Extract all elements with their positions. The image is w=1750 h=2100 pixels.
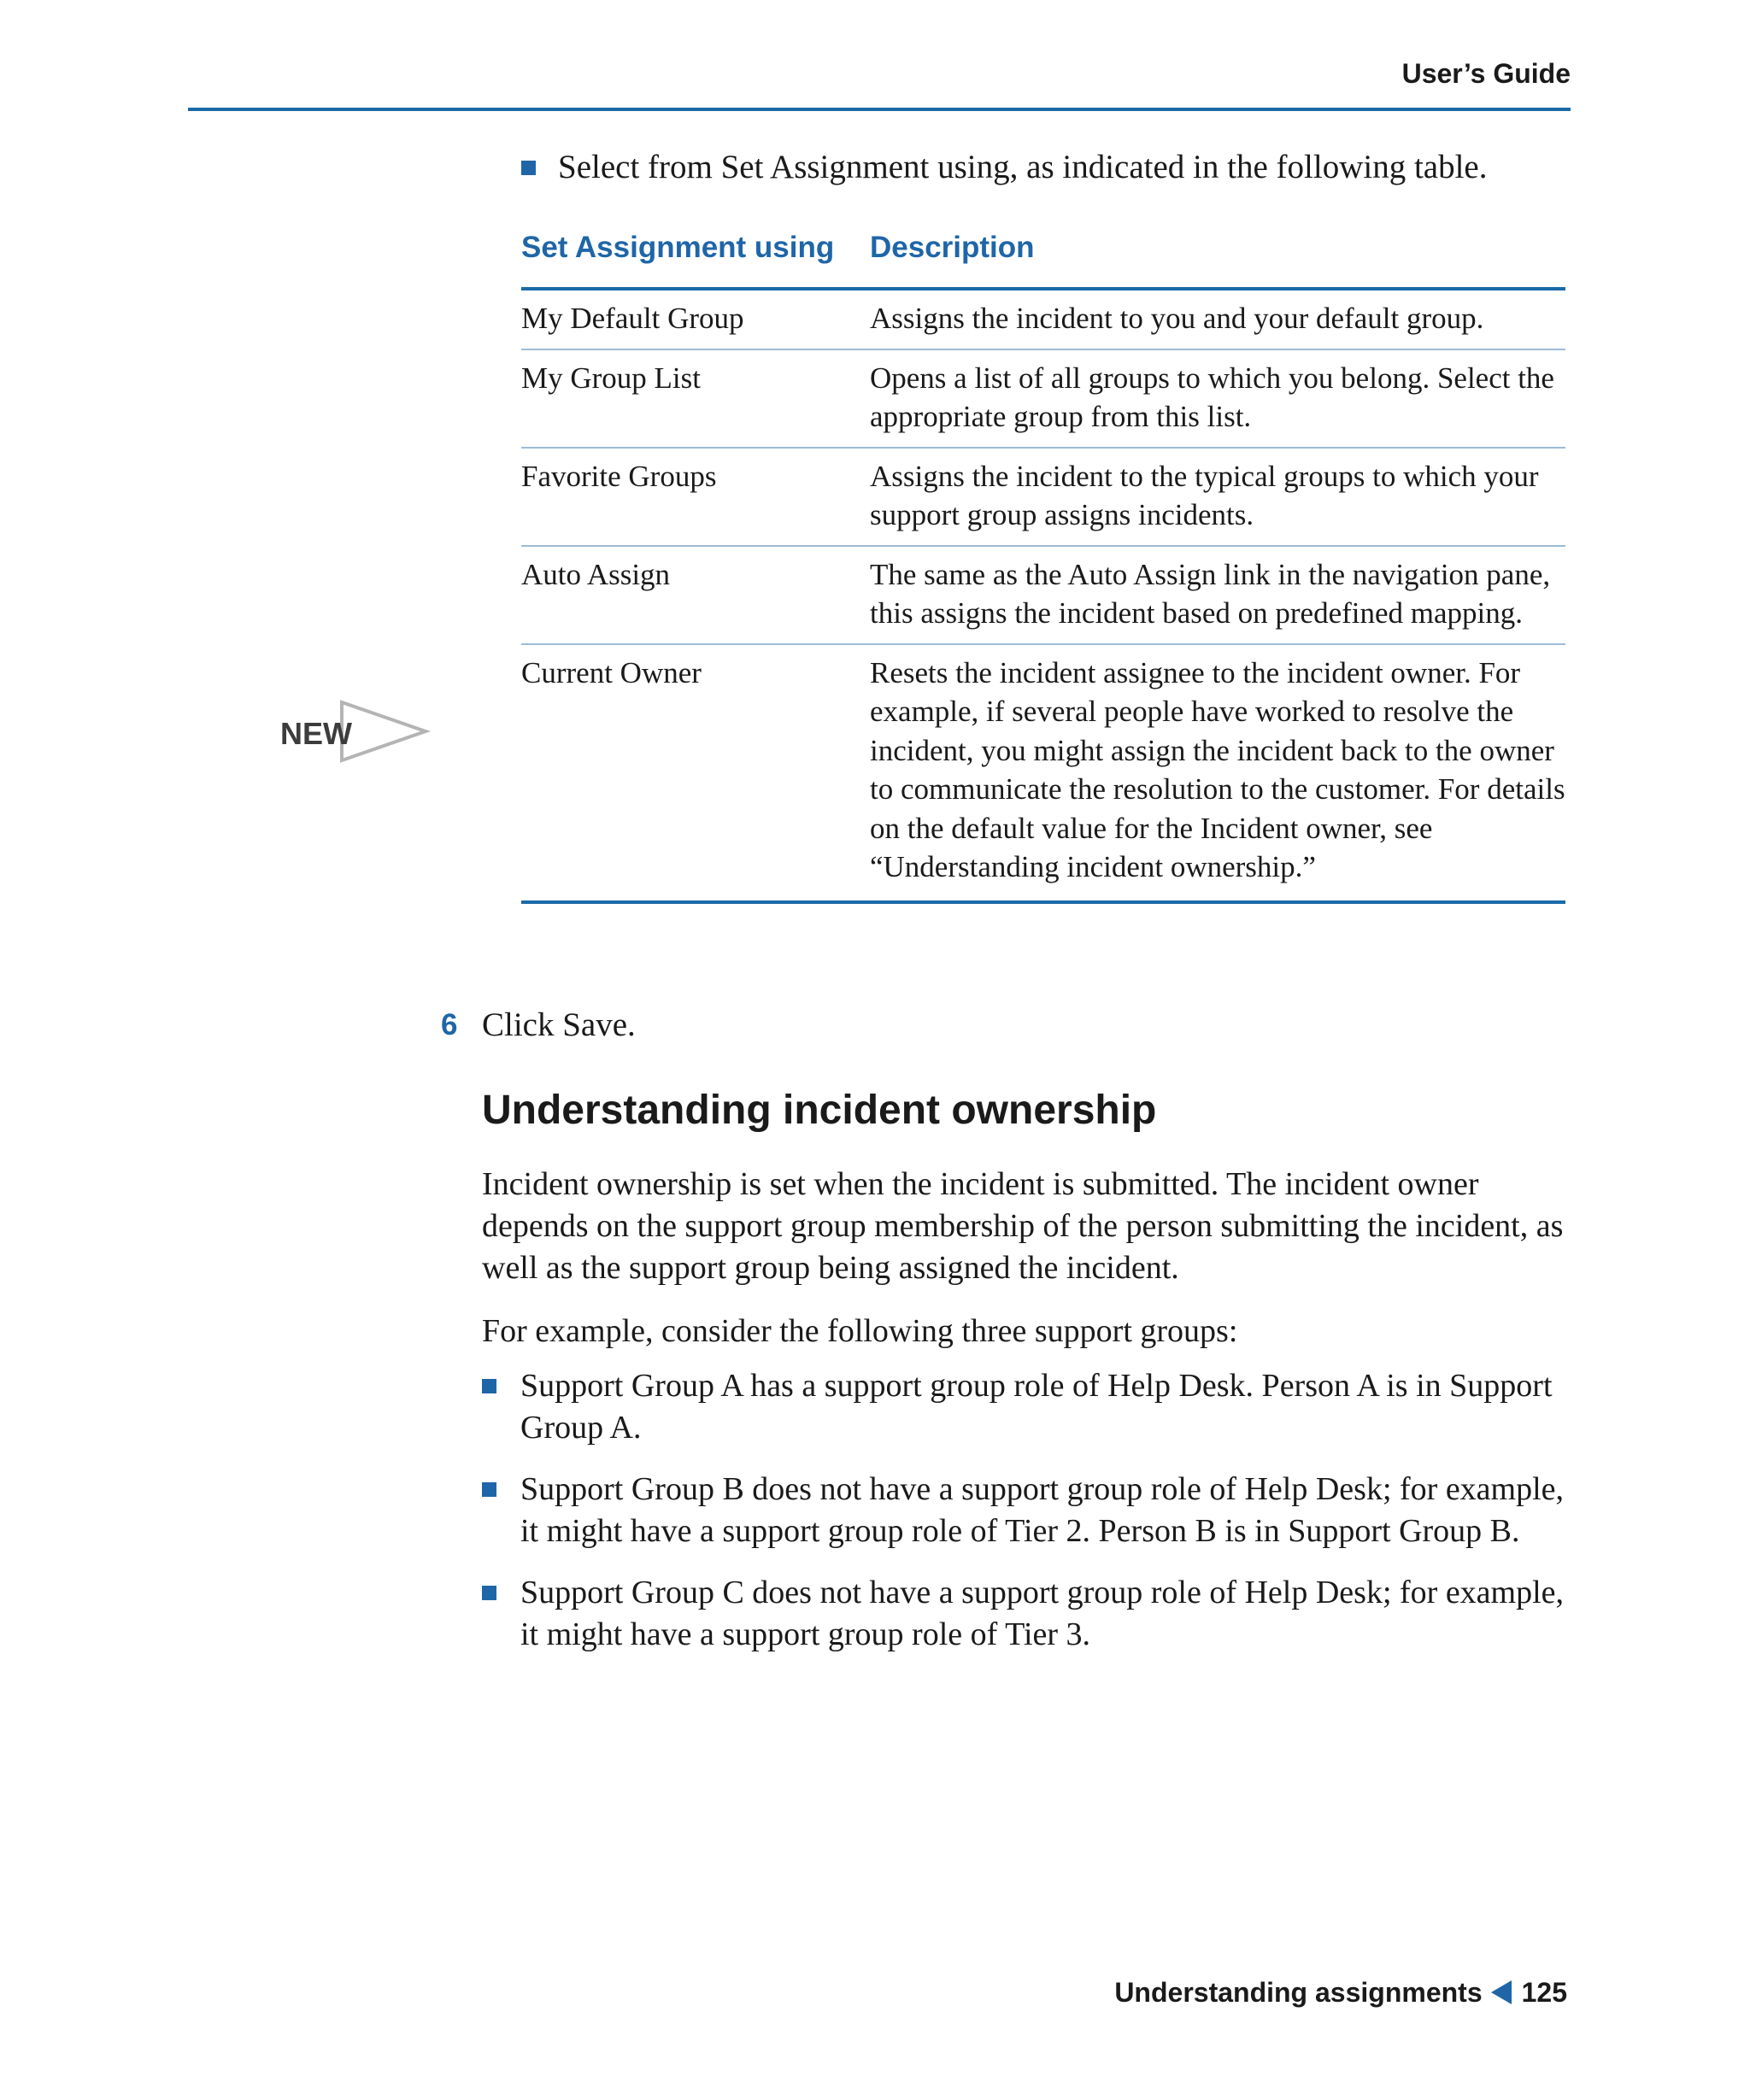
- page-number: 125: [1521, 1977, 1567, 2008]
- paragraph-example: For example, consider the following three support groups:: [482, 1313, 1238, 1349]
- support-group-list: [482, 1365, 1567, 1675]
- table-row: [521, 449, 1565, 547]
- row-description: Resets the incident assignee to the incident owner. For example, if several people have worked to resolve the incident, you might assign the incident back to the owner to communicate the resolution to the customer. For details on the default value for the Incident owner, see “Understanding incident ownership.”: [870, 655, 1565, 883]
- table-row: [521, 350, 1565, 449]
- intro-bullet: [521, 145, 1572, 190]
- row-option: My Group List: [521, 361, 701, 395]
- square-bullet-icon: [482, 1482, 496, 1497]
- step-number: 6: [441, 1008, 458, 1041]
- row-option: My Default Group: [521, 302, 744, 335]
- step-text: Click Save.: [482, 1006, 636, 1043]
- new-arrow-icon: [279, 697, 432, 766]
- table-row: [521, 290, 1565, 350]
- new-label: NEW: [280, 716, 352, 751]
- row-option: Current Owner: [521, 655, 702, 689]
- paragraph-ownership: Incident ownership is set when the incident is submitted. The incident owner depends on the support group membership of the person submitting the incident, as well as the support group being assigned the incident.: [482, 1166, 1564, 1286]
- row-description: Assigns the incident to you and your default group.: [870, 302, 1484, 335]
- section-heading: Understanding incident ownership: [482, 1088, 1157, 1133]
- step-6: [441, 1003, 636, 1047]
- footer-section: Understanding assignments: [1114, 1977, 1483, 2008]
- header-set-assignment: Set Assignment using: [521, 231, 835, 264]
- table-row: [521, 547, 1565, 645]
- header-description: Description: [870, 231, 1035, 264]
- left-triangle-icon: [1491, 1980, 1512, 2004]
- list-item: [482, 1469, 1567, 1552]
- assignment-table: [521, 231, 1565, 904]
- list-item-text: Support Group B does not have a support group role of Help Desk; for example, it might have a support group role of Tier 2. Person B is in Support Group B.: [520, 1471, 1565, 1549]
- running-header: User’s Guide: [1401, 58, 1571, 89]
- square-bullet-icon: [482, 1586, 496, 1600]
- list-item-text: Support Group A has a support group role of Help Desk. Person A is in Support Group A.: [520, 1368, 1553, 1446]
- header-rule: [188, 108, 1571, 111]
- row-description: The same as the Auto Assign link in the navigation pane, this assigns the incident based on predefined mapping.: [870, 557, 1551, 630]
- row-option: Favorite Groups: [521, 459, 717, 493]
- row-description: Assigns the incident to the typical groups to which your support group assigns incidents.: [870, 459, 1539, 531]
- square-bullet-icon: [482, 1379, 496, 1393]
- row-description: Opens a list of all groups to which you belong. Select the appropriate group from this list.: [870, 361, 1554, 433]
- table-header: [521, 231, 1565, 290]
- page-footer: [1114, 1975, 1567, 2009]
- list-item: [482, 1572, 1567, 1656]
- table-row: [521, 645, 1565, 904]
- intro-text: Select from Set Assignment using, as indicated in the following table.: [558, 149, 1488, 185]
- list-item-text: Support Group C does not have a support group role of Help Desk; for example, it might have a support group role of Tier 3.: [520, 1575, 1565, 1652]
- row-option: Auto Assign: [521, 557, 671, 591]
- list-item: [482, 1365, 1567, 1449]
- square-bullet-icon: [521, 161, 536, 175]
